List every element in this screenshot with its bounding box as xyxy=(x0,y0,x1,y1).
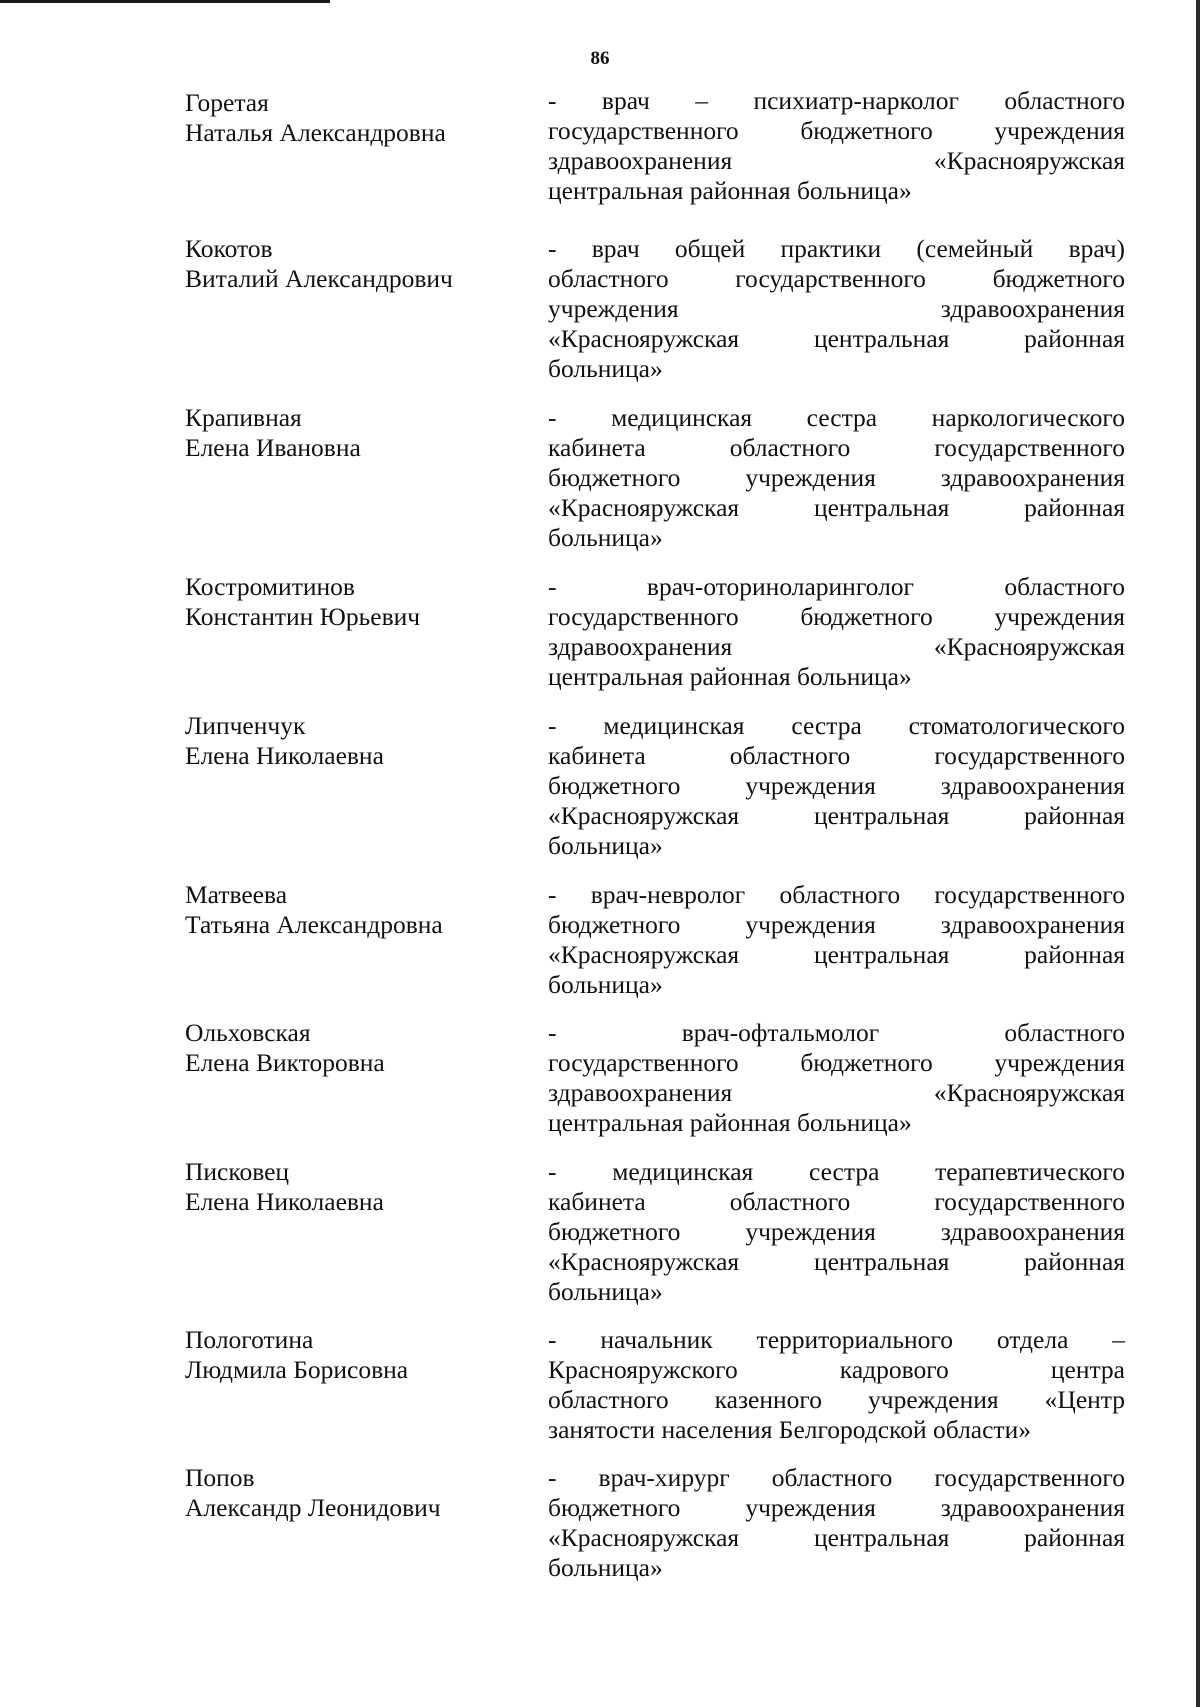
position-line: - начальник территориального отдела – xyxy=(548,1325,1125,1354)
position-description xyxy=(548,234,1125,384)
position-line: «Краснояружская центральная районная xyxy=(548,940,1125,969)
position-line: - врач-оториноларинголог областного xyxy=(548,572,1125,601)
position-line: больница» xyxy=(548,831,663,860)
position-line: бюджетного учреждения здравоохранения xyxy=(548,463,1125,492)
given-name: Татьяна Александровна xyxy=(185,910,443,939)
person-name xyxy=(185,403,515,463)
position-line: центральная районная больница» xyxy=(548,1108,912,1137)
position-line: «Краснояружская центральная районная xyxy=(548,1523,1125,1552)
person-name xyxy=(185,88,515,148)
position-line: - медицинская сестра терапевтического xyxy=(548,1157,1125,1186)
surname: Горетая xyxy=(185,88,269,117)
position-line: здравоохранения «Краснояружская xyxy=(548,632,1125,661)
position-line: «Краснояружская центральная районная xyxy=(548,801,1125,830)
position-line: бюджетного учреждения здравоохранения xyxy=(548,1493,1125,1522)
given-name: Александр Леонидович xyxy=(185,1493,441,1522)
position-description xyxy=(548,1018,1125,1138)
given-name: Наталья Александровна xyxy=(185,118,446,147)
position-line: центральная районная больница» xyxy=(548,176,912,205)
position-description xyxy=(548,880,1125,1000)
surname: Крапивная xyxy=(185,403,302,432)
given-name: Людмила Борисовна xyxy=(185,1355,409,1384)
surname: Попов xyxy=(185,1463,255,1492)
position-line: кабинета областного государственного xyxy=(548,1187,1125,1216)
position-line: учреждения здравоохранения xyxy=(548,294,1125,323)
position-line: - врач – психиатр-нарколог областного xyxy=(548,86,1125,115)
position-line: кабинета областного государственного xyxy=(548,433,1125,462)
surname: Липченчук xyxy=(185,711,306,740)
position-line: областного казенного учреждения «Центр xyxy=(548,1385,1125,1414)
surname: Ольховская xyxy=(185,1018,311,1047)
surname: Пологотина xyxy=(185,1325,314,1354)
position-line: - врач-невролог областного государственного xyxy=(548,880,1125,909)
position-line: бюджетного учреждения здравоохранения xyxy=(548,771,1125,800)
position-description xyxy=(548,1157,1125,1307)
position-line: государственного бюджетного учреждения xyxy=(548,1048,1125,1077)
surname: Писковец xyxy=(185,1157,290,1186)
position-line: центральная районная больница» xyxy=(548,662,912,691)
person-name xyxy=(185,1463,515,1523)
position-line: занятости населения Белгородской области» xyxy=(548,1415,1031,1444)
position-line: «Краснояружская центральная районная xyxy=(548,324,1125,353)
position-line: здравоохранения «Краснояружская xyxy=(548,146,1125,175)
position-description xyxy=(548,1325,1125,1445)
position-line: здравоохранения «Краснояружская xyxy=(548,1078,1125,1107)
position-line: больница» xyxy=(548,1277,663,1306)
given-name: Елена Николаевна xyxy=(185,1187,384,1216)
position-description xyxy=(548,86,1125,206)
position-line: «Краснояружская центральная районная xyxy=(548,493,1125,522)
surname: Матвеева xyxy=(185,880,288,909)
given-name: Виталий Александрович xyxy=(185,264,453,293)
position-line: - врач общей практики (семейный врач) xyxy=(548,234,1125,263)
position-line: - врач-хирург областного государственного xyxy=(548,1463,1125,1492)
person-name xyxy=(185,572,515,632)
position-line: кабинета областного государственного xyxy=(548,741,1125,770)
position-line: - врач-офтальмолог областного xyxy=(548,1018,1125,1047)
given-name: Елена Николаевна xyxy=(185,741,384,770)
person-name xyxy=(185,1325,515,1385)
position-line: государственного бюджетного учреждения xyxy=(548,602,1125,631)
person-name xyxy=(185,1157,515,1217)
person-name xyxy=(185,711,515,771)
position-line: бюджетного учреждения здравоохранения xyxy=(548,1217,1125,1246)
given-name: Константин Юрьевич xyxy=(185,602,421,631)
position-description xyxy=(548,403,1125,553)
position-line: бюджетного учреждения здравоохранения xyxy=(548,910,1125,939)
person-name xyxy=(185,880,515,940)
position-description xyxy=(548,711,1125,861)
position-line: Краснояружского кадрового центра xyxy=(548,1355,1125,1384)
position-line: - медицинская сестра стоматологического xyxy=(548,711,1125,740)
position-line: государственного бюджетного учреждения xyxy=(548,116,1125,145)
person-name xyxy=(185,234,515,294)
person-name xyxy=(185,1018,515,1078)
given-name: Елена Ивановна xyxy=(185,433,361,462)
position-line: больница» xyxy=(548,1553,663,1582)
position-line: областного государственного бюджетного xyxy=(548,264,1125,293)
surname: Кокотов xyxy=(185,234,273,263)
position-line: «Краснояружская центральная районная xyxy=(548,1247,1125,1276)
surname: Костромитинов xyxy=(185,572,355,601)
position-line: больница» xyxy=(548,523,663,552)
position-line: больница» xyxy=(548,970,663,999)
page-number: 86 xyxy=(590,48,610,69)
position-line: больница» xyxy=(548,354,663,383)
position-line: - медицинская сестра наркологического xyxy=(548,403,1125,432)
position-description xyxy=(548,572,1125,692)
position-description xyxy=(548,1463,1125,1583)
given-name: Елена Викторовна xyxy=(185,1048,385,1077)
